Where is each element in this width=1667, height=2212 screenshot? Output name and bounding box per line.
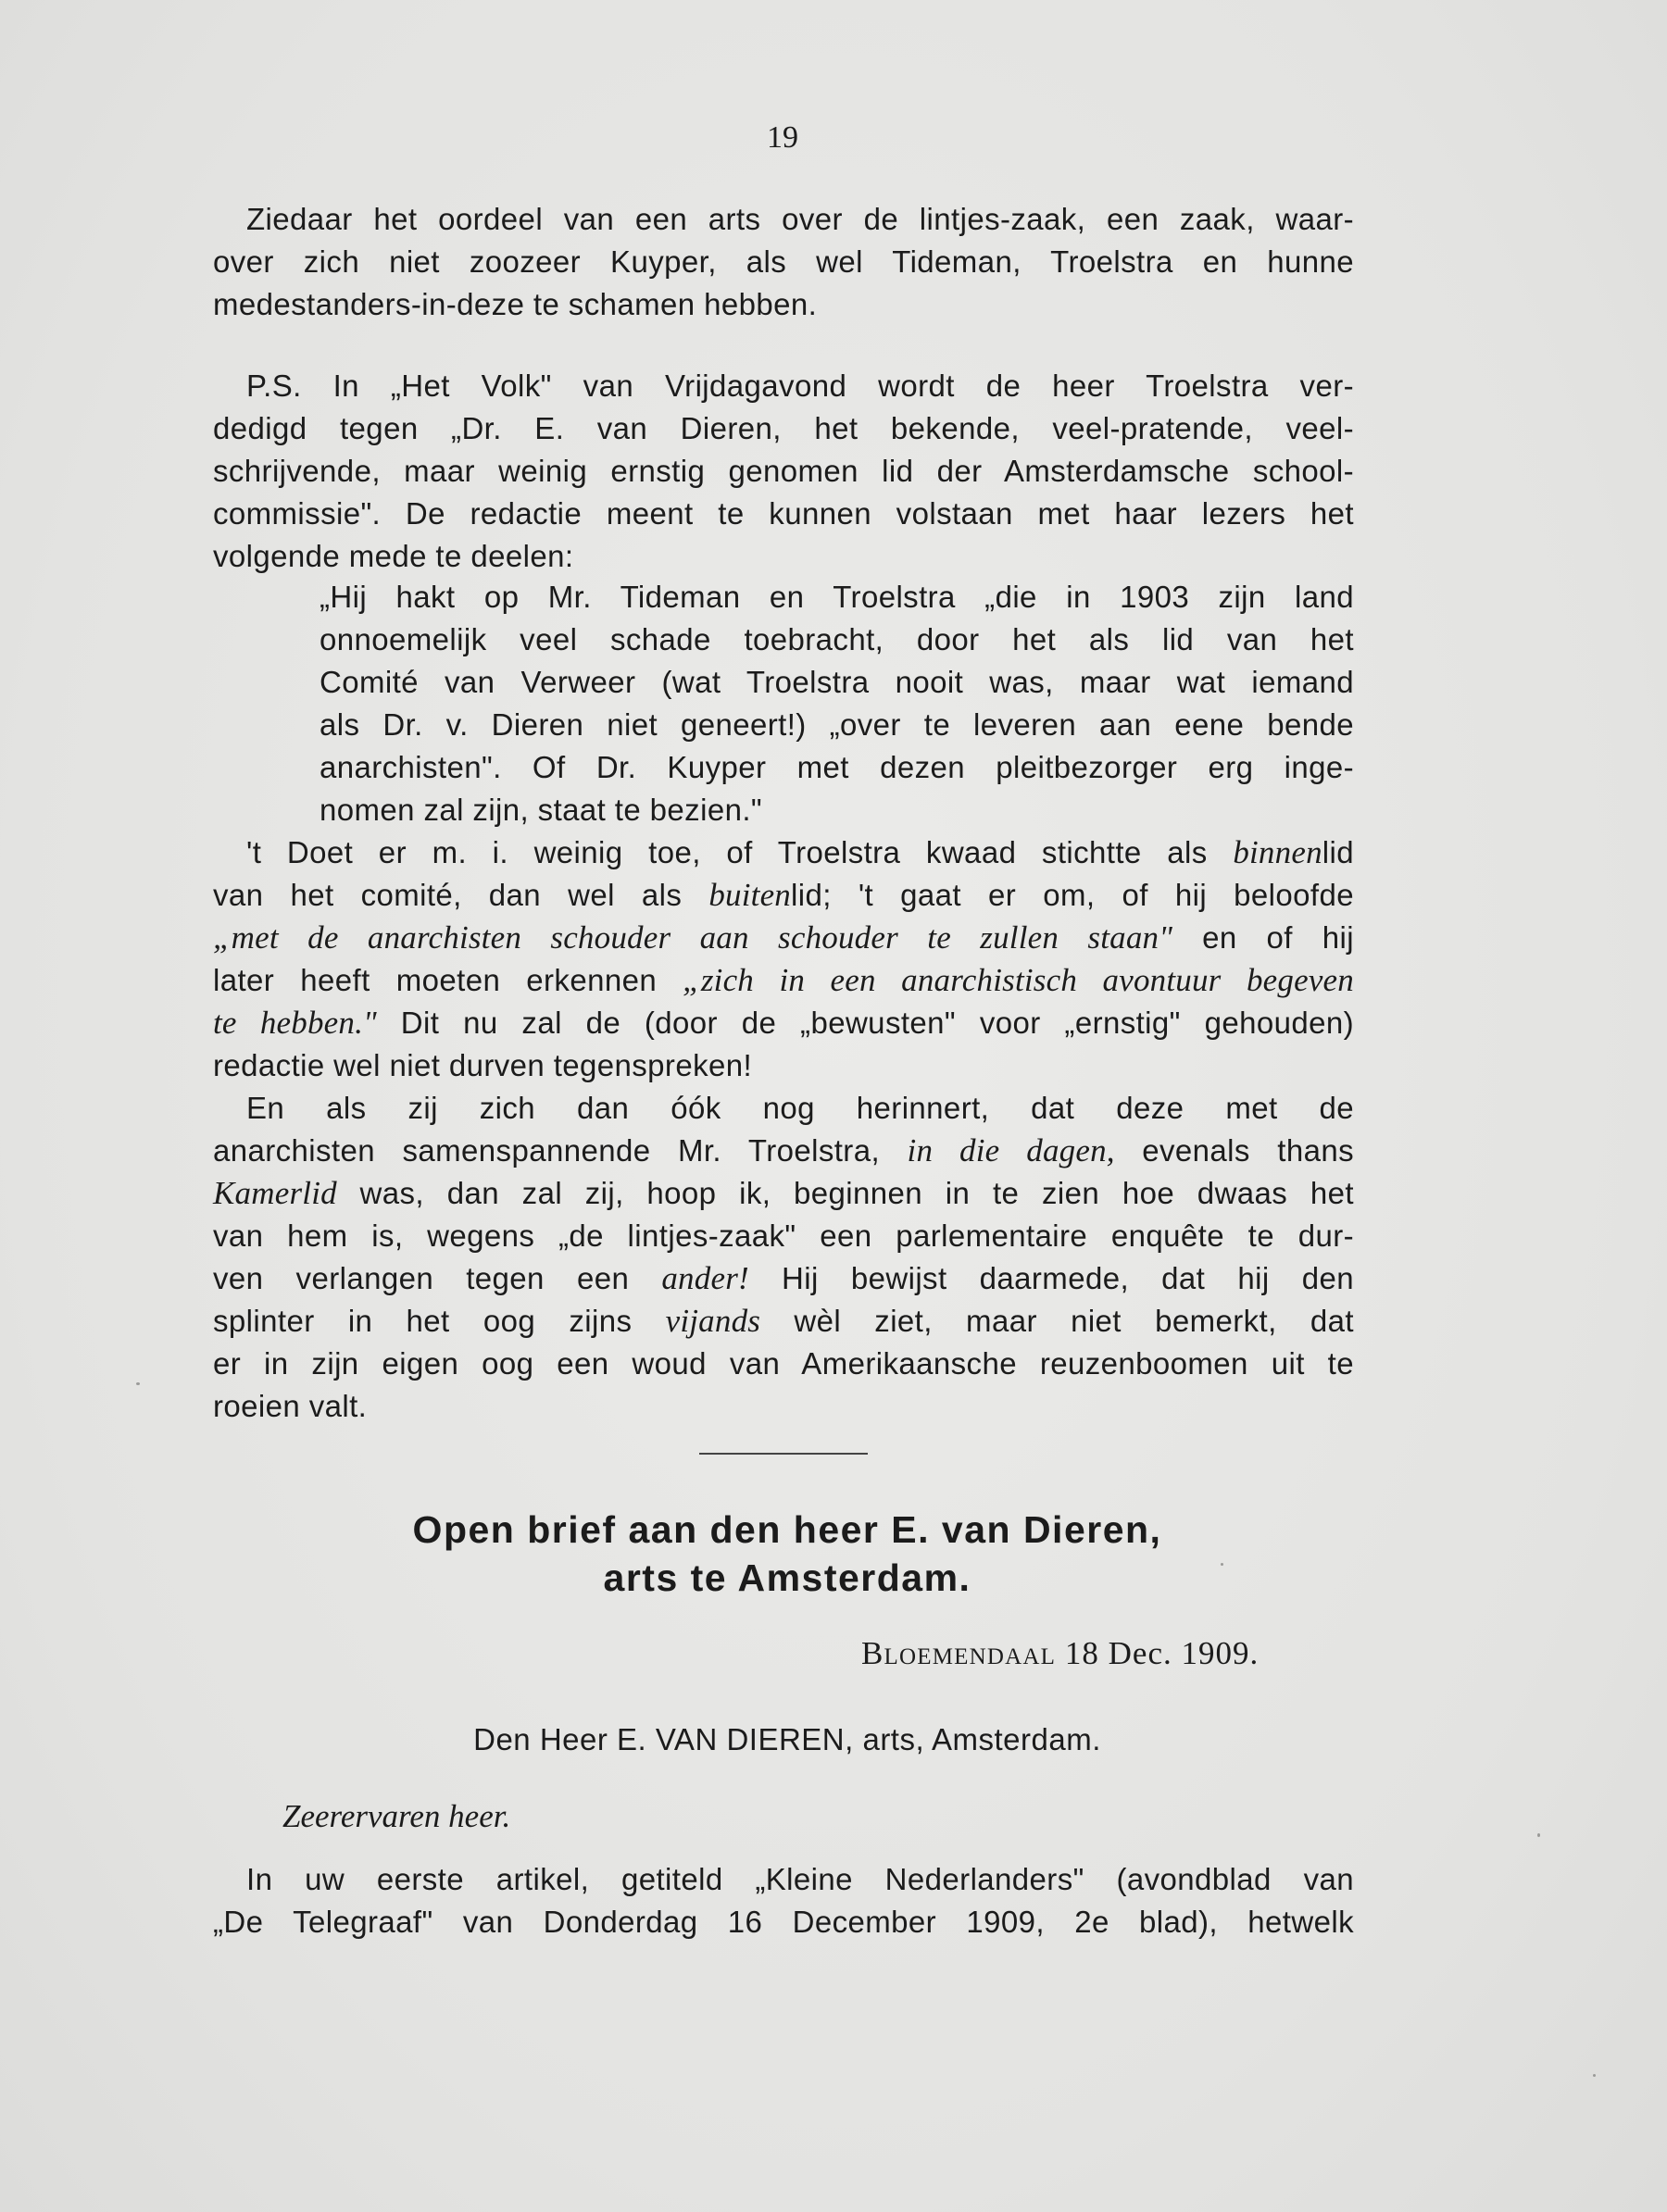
dateline — [861, 1635, 1319, 1672]
italic-segment: in die dagen, — [907, 1132, 1115, 1168]
quote-line: „Hij hakt op Mr. Tideman en Troelstra „die in 1903 zijn land — [320, 580, 1354, 614]
text-line: schrijvende, maar weinig ernstig genomen lid der Amsterdamsche school- — [213, 454, 1354, 488]
text-segment: Hij bewijst daarmede, dat hij den — [748, 1261, 1354, 1295]
scan-speck — [1537, 1833, 1540, 1837]
text-line — [213, 1257, 1354, 1300]
text-line: redactie wel niet durven tegenspreken! — [213, 1048, 753, 1082]
text-line: In uw eerste artikel, getiteld „Kleine Nederlanders" (avondblad van — [246, 1862, 1354, 1896]
quote-line: Comité van Verweer (wat Troelstra nooit was, maar wat iemand — [320, 665, 1354, 699]
text-line — [213, 283, 1354, 326]
scan-speck — [1221, 1563, 1223, 1566]
text-segment: medestanders-in-deze te schamen hebben. — [213, 287, 818, 321]
text-line — [213, 874, 1354, 917]
quote-line: onnoemelijk veel schade toebracht, door het als lid van het — [320, 622, 1354, 656]
text-segment: wèl ziet, maar niet bemerkt, dat — [760, 1304, 1354, 1338]
text-line — [213, 1172, 1354, 1215]
scan-speck — [1593, 2074, 1596, 2077]
addressee: Den Heer E. VAN DIEREN, arts, Amsterdam. — [473, 1722, 1101, 1756]
text-line — [213, 1300, 1354, 1343]
text-line — [213, 1002, 1354, 1044]
letter-heading-line1: Open brief aan den heer E. van Dieren, — [412, 1508, 1162, 1551]
text-segment: Dit nu zal de (door de „bewusten" voor „ernstig" gehouden) — [376, 1006, 1354, 1040]
text-segment: anarchisten samenspannende Mr. Troelstra, — [213, 1133, 908, 1168]
text-segment: splinter in het oog zijns — [213, 1304, 666, 1338]
page-number: 19 — [767, 120, 798, 155]
quote-line: anarchisten". Of Dr. Kuyper met dezen pleitbezorger erg inge- — [320, 750, 1354, 784]
scan-speck — [136, 1382, 140, 1385]
text-line: volgende mede te deelen: — [213, 539, 574, 573]
text-line: van hem is, wegens „de lintjes-zaak" een parlementaire enquête te dur- — [213, 1218, 1354, 1253]
place: Bloemendaal — [861, 1635, 1057, 1671]
text-line — [213, 917, 1354, 959]
italic-segment: binnen — [1233, 834, 1322, 870]
italic-segment: buiten — [708, 877, 792, 913]
letter-heading-line2: arts te Amsterdam. — [603, 1556, 971, 1599]
text-line: commissie". De redactie meent te kunnen volstaan met haar lezers het — [213, 496, 1354, 531]
section-divider — [699, 1453, 868, 1455]
text-segment: van het comité, dan wel als — [213, 878, 709, 912]
italic-segment: vijands — [665, 1303, 761, 1339]
text-line: er in zijn eigen oog een woud van Amerikaansche reuzenboomen uit te — [213, 1346, 1354, 1381]
date: 18 Dec. 1909. — [1064, 1635, 1260, 1671]
text-line: „De Telegraaf" van Donderdag 16 December 1909, 2e blad), hetwelk — [213, 1905, 1354, 1939]
text-segment: evenals thans — [1114, 1133, 1354, 1168]
salutation: Zeerervaren heer. — [282, 1798, 511, 1834]
text-line: roeien valt. — [213, 1389, 368, 1423]
text-segment: later heeft moeten erkennen — [213, 963, 683, 997]
italic-segment: „zich in een anarchistisch avontuur begeven — [683, 962, 1354, 998]
text-segment: lid — [1322, 835, 1354, 869]
text-line: dedigd tegen „Dr. E. van Dieren, het bekende, veel-pratende, veel- — [213, 411, 1354, 445]
text-segment: 't Doet er m. i. weinig toe, of Troelstra kwaad stichtte als — [246, 835, 1234, 869]
text-line — [213, 1130, 1354, 1172]
text-line: Ziedaar het oordeel van een arts over de lintjes-zaak, een zaak, waar- — [246, 202, 1354, 236]
text-segment: en of hij — [1172, 920, 1354, 955]
text-segment: ven verlangen tegen een — [213, 1261, 662, 1295]
text-line — [246, 831, 1354, 874]
italic-segment: ander! — [661, 1260, 749, 1296]
italic-segment: te hebben." — [213, 1005, 377, 1041]
quote-line: nomen zal zijn, staat te bezien." — [320, 793, 763, 827]
italic-segment: „met de anarchisten schouder aan schouder te zullen staan" — [213, 919, 1173, 956]
text-segment: lid; 't gaat er om, of hij beloofde — [791, 878, 1354, 912]
italic-segment: Kamerlid — [213, 1175, 337, 1211]
text-line — [213, 959, 1354, 1002]
text-line: over zich niet zoozeer Kuyper, als wel Tideman, Troelstra en hunne — [213, 244, 1354, 279]
text-line: P.S. In „Het Volk" van Vrijdagavond wordt de heer Troelstra ver- — [246, 369, 1354, 403]
text-segment: was, dan zal zij, hoop ik, beginnen in te zien hoe dwaas het — [336, 1176, 1354, 1210]
text-line: En als zij zich dan óók nog herinnert, dat deze met de — [246, 1091, 1354, 1125]
quote-line: als Dr. v. Dieren niet geneert!) „over te leveren aan eene bende — [320, 707, 1354, 742]
